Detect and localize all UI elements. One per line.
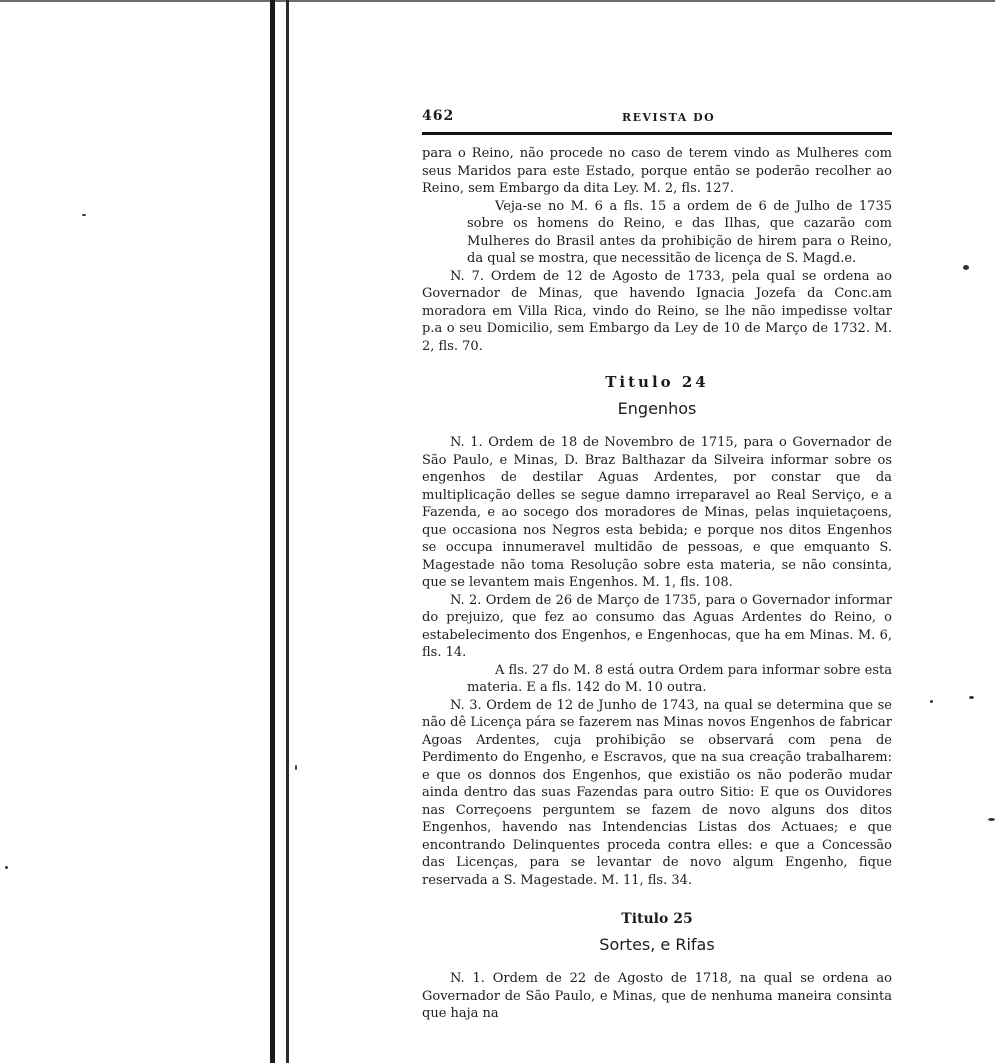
scan-speck bbox=[988, 818, 995, 821]
running-header bbox=[422, 108, 892, 130]
running-title: REVISTA DO bbox=[622, 111, 716, 124]
order-paragraph: N. 2. Ordem de 26 de Março de 1735, para o Governador informar do prejuizo, que fez ao consumo das Aguas Ardentes do Reino, o estabelecimento dos Engenhos, e Engenhocas, que ha em Minas. M. 6, fls. 14. bbox=[422, 592, 892, 660]
cross-reference-note: A fls. 27 do M. 8 está outra Ordem para informar sobre esta materia. E a fls. 142 do M. 10 outra. bbox=[467, 662, 892, 695]
page-number: 462 bbox=[422, 108, 455, 124]
section-title-25: Titulo 25 bbox=[621, 911, 693, 927]
order-paragraph: N. 1. Ordem de 22 de Agosto de 1718, na qual se ordena ao Governador de São Paulo, e Minas, que de nenhuma maneira consinta que haja na bbox=[422, 971, 892, 1021]
book-gutter-edge bbox=[286, 0, 289, 1063]
scan-speck bbox=[930, 700, 933, 703]
header-rule bbox=[422, 132, 892, 135]
scan-top-border bbox=[0, 0, 995, 2]
cross-reference-note: Veja-se no M. 6 a fls. 15 a ordem de 6 de Julho de 1735 sobre os homens do Reino, e das Ilhas, que cazarão com Mulheres do Brasil antes da prohibição de hirem para o Reino, da qual se mostra, que necessitão de licença de S. Magd.e. bbox=[467, 198, 892, 266]
order-paragraph: N. 1. Ordem de 18 de Novembro de 1715, para o Governador de São Paulo, e Minas, D. Braz Balthazar da Silveira informar sobre os engenhos de destilar Aguas Ardentes, por constar que da multiplicação delles se segue damno irreparavel ao Real Serviço, e a Fazenda, e ao socego dos moradores de Minas, pelas inquietaçoens, que occasiona nos Negros esta bebida; e porque nos ditos Engenhos se occupa innumeravel multidão de pessoas, e que emquanto S. Magestade não toma Resolução sobre esta materia, se não consinta, que se levantem mais Engenhos. M. 1, fls. 108. bbox=[422, 435, 892, 590]
scan-speck bbox=[82, 214, 86, 216]
scan-speck bbox=[5, 866, 8, 869]
scan-speck bbox=[963, 265, 969, 270]
continuation-paragraph: para o Reino, não procede no caso de terem vindo as Mulheres com seus Maridos para este Estado, porque então se poderão recolher ao Reino, sem Embargo da dita Ley. M. 2, fls. 127. bbox=[422, 146, 892, 196]
section-name-engenhos: Engenhos bbox=[617, 399, 697, 418]
order-n7-paragraph: N. 7. Ordem de 12 de Agosto de 1733, pela qual se ordena ao Governador de Minas, que havendo Ignacia Jozefa da Conc.am moradora em Villa Rica, vindo do Reino, se lhe não impedisse voltar p.a o seu Domicilio, sem Embargo da Ley de 10 de Março de 1732. M. 2, fls. 70. bbox=[422, 268, 892, 354]
section-title-24: Titulo 24 bbox=[605, 373, 709, 391]
scan-speck bbox=[295, 765, 297, 770]
book-page bbox=[422, 108, 892, 1023]
section-name-sortes-rifas: Sortes, e Rifas bbox=[599, 935, 715, 954]
scan-speck bbox=[969, 696, 974, 699]
book-gutter-shadow bbox=[270, 0, 275, 1063]
order-paragraph: N. 3. Ordem de 12 de Junho de 1743, na qual se determina que se não dê Licença pára se fazerem nas Minas novos Engenhos de fabricar Agoas Ardentes, cuja prohibição se observará com pena de Perdimento do Engenho, e Escravos, que na sua creação trabalharem: e que os donnos dos Engenhos, que existião os não poderão mudar ainda dentro das suas Fazendas para outro Sitio: E que os Ouvidores nas Correçoens perguntem se fazem de novo alguns dos ditos Engenhos, havendo nas Intendencias Listas dos Actuaes; e que encontrando Delinquentes proceda contra elles: e que a Concessão das Licenças, para se levantar de novo algum Engenho, fique reservada a S. Magestade. M. 11, fls. 34. bbox=[422, 697, 892, 888]
